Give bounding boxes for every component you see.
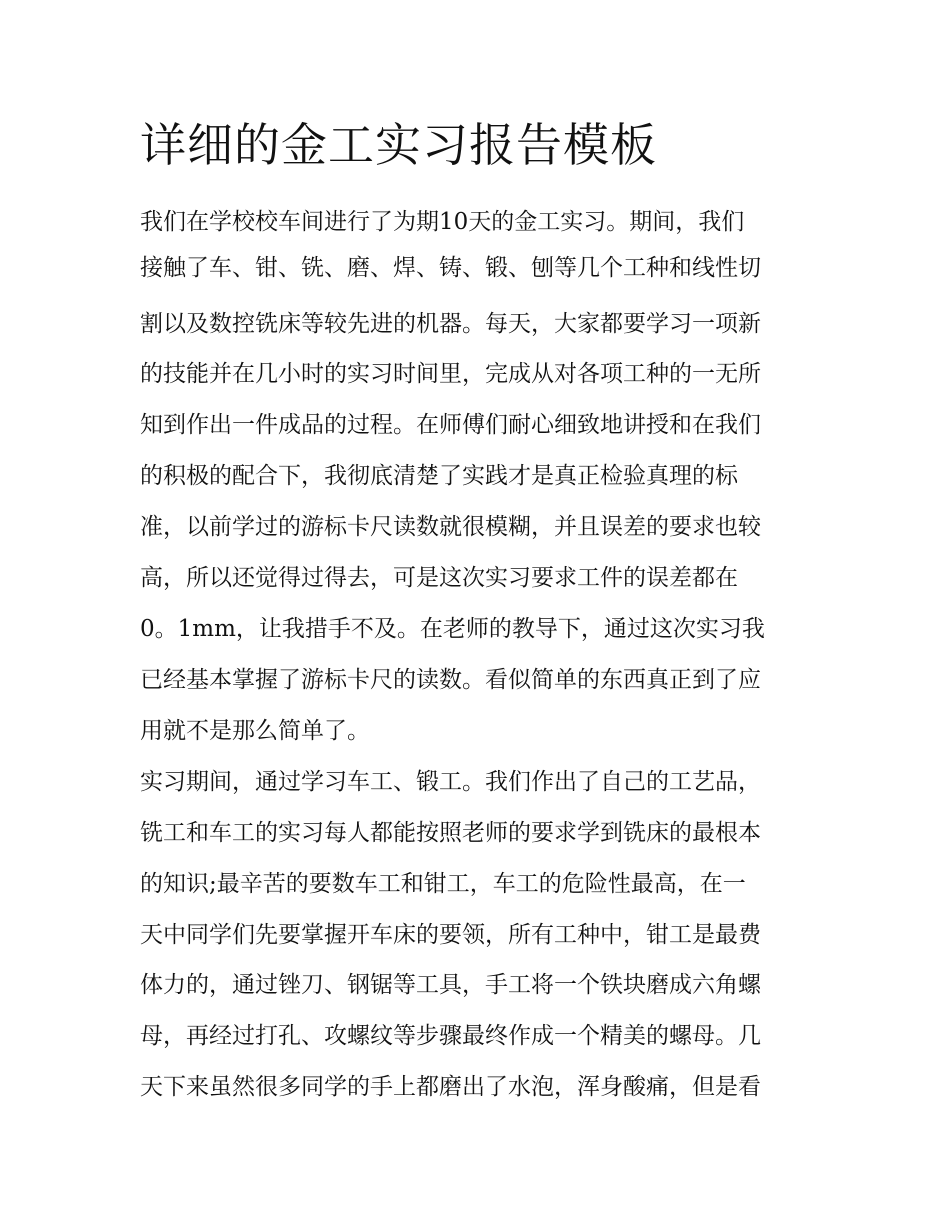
text-line: 母，再经过打孔、攻螺纹等步骤最终作成一个精美的螺母。几 xyxy=(140,1023,761,1049)
text-line: 铣工和车工的实习每人都能按照老师的要求学到铣床的最根本 xyxy=(140,820,761,846)
text-line: 天中同学们先要掌握开车床的要领，所有工种中，钳工是最费 xyxy=(140,922,761,948)
text-line: 实习期间，通过学习车工、锻工。我们作出了自己的工艺品， xyxy=(140,769,761,795)
text-line: 天下来虽然很多同学的手上都磨出了水泡，浑身酸痛，但是看 xyxy=(140,1074,761,1100)
text-line: 割以及数控铣床等较先进的机器。每天，大家都要学习一项新 xyxy=(140,311,761,337)
text-line: 的技能并在几小时的实习时间里，完成从对各项工种的一无所 xyxy=(140,361,761,387)
text-line: 的积极的配合下，我彻底清楚了实践才是真正检验真理的标 xyxy=(140,463,738,489)
document-title: 详细的金工实习报告模板 xyxy=(140,118,657,172)
text-line: 已经基本掌握了游标卡尺的读数。看似简单的东西真正到了应 xyxy=(140,667,761,693)
text-line: 接触了车、钳、铣、磨、焊、铸、锻、刨等几个工种和线性切 xyxy=(140,255,761,281)
text-line: 准，以前学过的游标卡尺读数就很模糊，并且误差的要求也较 xyxy=(140,514,761,540)
text-line: 体力的，通过锉刀、钢锯等工具，手工将一个铁块磨成六角螺 xyxy=(140,972,761,998)
text-line: 的知识;最辛苦的要数车工和钳工，车工的危险性最高，在一 xyxy=(140,871,746,897)
text-line: 高，所以还觉得过得去，可是这次实习要求工件的误差都在 xyxy=(140,565,738,591)
text-line: 知到作出一件成品的过程。在师傅们耐心细致地讲授和在我们 xyxy=(140,412,761,438)
text-line: 我们在学校校车间进行了为期10天的金工实习。期间，我们 xyxy=(140,209,745,235)
text-line: 0。1mm，让我措手不及。在老师的教导下，通过这次实习我 xyxy=(140,616,765,642)
text-line: 用就不是那么简单了。 xyxy=(140,718,370,744)
